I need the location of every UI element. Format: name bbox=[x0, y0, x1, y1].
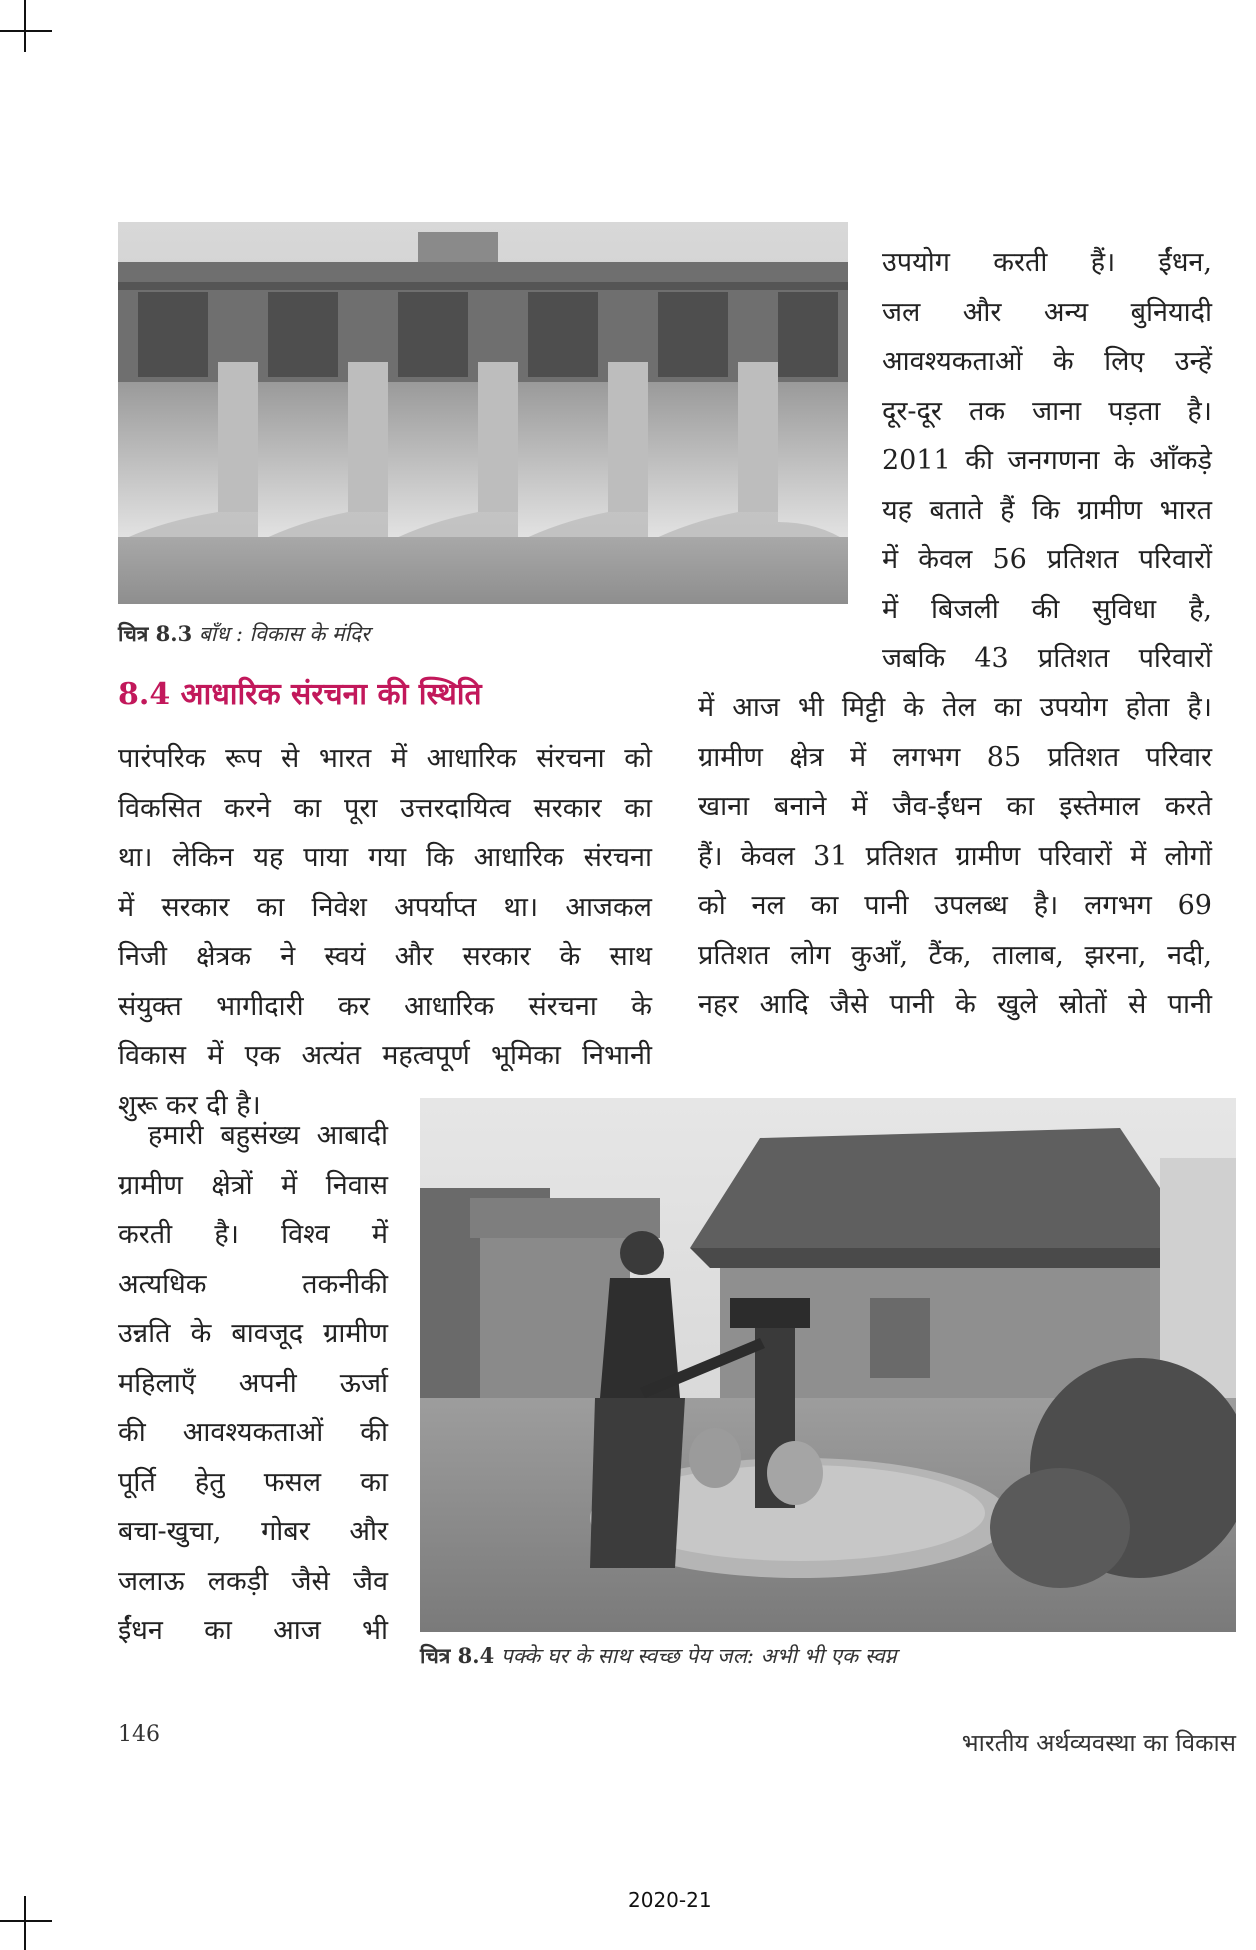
crop-mark-top-left-h bbox=[0, 30, 52, 32]
text-line: जलाऊ लकड़ी जैसे जैव bbox=[118, 1565, 388, 1597]
text-line: पूर्ति हेतु फसल का bbox=[118, 1466, 388, 1498]
right-column-top-text bbox=[882, 238, 1212, 684]
text-line: में आज भी मिट्टी के तेल का उपयोग होता है। bbox=[698, 692, 1212, 723]
text-line: ईंधन का आज भी bbox=[118, 1615, 388, 1646]
text-line: में बिजली की सुविधा है, bbox=[882, 593, 1212, 625]
text-line: जल और अन्य बुनियादी bbox=[882, 296, 1212, 328]
dam-illustration bbox=[118, 222, 848, 604]
page-number: 146 bbox=[118, 1722, 160, 1747]
text-line: उन्नति के बावजूद ग्रामीण bbox=[118, 1318, 388, 1349]
text-line: आवश्यकताओं के लिए उन्हें bbox=[882, 346, 1212, 377]
figure-8-3-caption bbox=[118, 620, 370, 648]
text-line: हमारी बहुसंख्य आबादी bbox=[148, 1120, 388, 1151]
text-line: हैं। केवल 31 प्रतिशत ग्रामीण परिवारों में लोगों bbox=[698, 840, 1212, 872]
text-line: विकास में एक अत्यंत महत्वपूर्ण भूमिका निभानी bbox=[118, 1040, 652, 1071]
left-paragraph-2 bbox=[118, 1111, 388, 1656]
text-line: बचा-खुचा, गोबर और bbox=[118, 1516, 388, 1547]
crop-mark-top-left-v bbox=[24, 0, 26, 52]
section-number: 8.4 bbox=[118, 677, 171, 712]
crop-mark-bottom-left-h bbox=[0, 1920, 52, 1922]
text-line: की आवश्यकताओं की bbox=[118, 1417, 388, 1448]
text-line: महिलाएँ अपनी ऊर्जा bbox=[118, 1367, 388, 1399]
text-line: में सरकार का निवेश अपर्याप्त था। आजकल bbox=[118, 891, 652, 923]
text-line: यह बताते हैं कि ग्रामीण भारत bbox=[882, 494, 1212, 526]
figure-8-3-text: बाँध : विकास के मंदिर bbox=[198, 622, 370, 646]
text-line: प्रतिशत लोग कुआँ, टैंक, तालाब, झरना, नदी, bbox=[698, 939, 1212, 971]
text-line: में केवल 56 प्रतिशत परिवारों bbox=[882, 544, 1212, 575]
crop-mark-bottom-left-v bbox=[24, 1896, 26, 1950]
text-line: पारंपरिक रूप से भारत में आधारिक संरचना को bbox=[118, 743, 652, 774]
left-paragraph-1 bbox=[118, 734, 652, 1130]
text-line: जबकि 43 प्रतिशत परिवारों bbox=[882, 643, 1212, 674]
hand-pump-photo bbox=[420, 1098, 1236, 1632]
book-title: भारतीय अर्थव्यवस्था का विकास bbox=[961, 1729, 1236, 1757]
text-line: था। लेकिन यह पाया गया कि आधारिक संरचना bbox=[118, 842, 652, 873]
figure-8-4-caption bbox=[420, 1642, 897, 1670]
text-line: को नल का पानी उपलब्ध है। लगभग 69 bbox=[698, 890, 1212, 921]
text-line: करती है। विश्व में bbox=[118, 1219, 388, 1250]
figure-8-4-label: चित्र 8.4 bbox=[420, 1643, 495, 1668]
text-line: ग्रामीण क्षेत्र में लगभग 85 प्रतिशत परिवार bbox=[698, 741, 1212, 773]
right-column-wide-text bbox=[698, 683, 1212, 1030]
text-line: शुरू कर दी है। bbox=[118, 1089, 261, 1121]
text-line: संयुक्त भागीदारी कर आधारिक संरचना के bbox=[118, 990, 652, 1022]
figure-8-3-label: चित्र 8.3 bbox=[118, 621, 193, 646]
text-line: 2011 की जनगणना के आँकड़े bbox=[882, 445, 1212, 476]
section-heading bbox=[118, 672, 482, 713]
text-line: अत्यधिक तकनीकी bbox=[118, 1268, 388, 1300]
dam-photo bbox=[118, 222, 848, 604]
section-title: आधारिक संरचना की स्थिति bbox=[180, 677, 482, 712]
text-line: उपयोग करती हैं। ईंधन, bbox=[882, 247, 1212, 278]
text-line: दूर-दूर तक जाना पड़ता है। bbox=[882, 395, 1212, 427]
text-line: ग्रामीण क्षेत्रों में निवास bbox=[118, 1169, 388, 1201]
hand-pump-illustration bbox=[420, 1098, 1236, 1632]
text-line: खाना बनाने में जैव-ईंधन का इस्तेमाल करते bbox=[698, 791, 1212, 822]
text-line: विकसित करने का पूरा उत्तरदायित्व सरकार का bbox=[118, 792, 652, 824]
text-line: निजी क्षेत्रक ने स्वयं और सरकार के साथ bbox=[118, 941, 652, 972]
figure-8-4-text: पक्के घर के साथ स्वच्छ पेय जल: अभी भी एक स्वप्न bbox=[500, 1644, 897, 1668]
edition-year: 2020-21 bbox=[628, 1888, 712, 1912]
text-line: नहर आदि जैसे पानी के खुले स्रोतों से पानी bbox=[698, 989, 1212, 1020]
